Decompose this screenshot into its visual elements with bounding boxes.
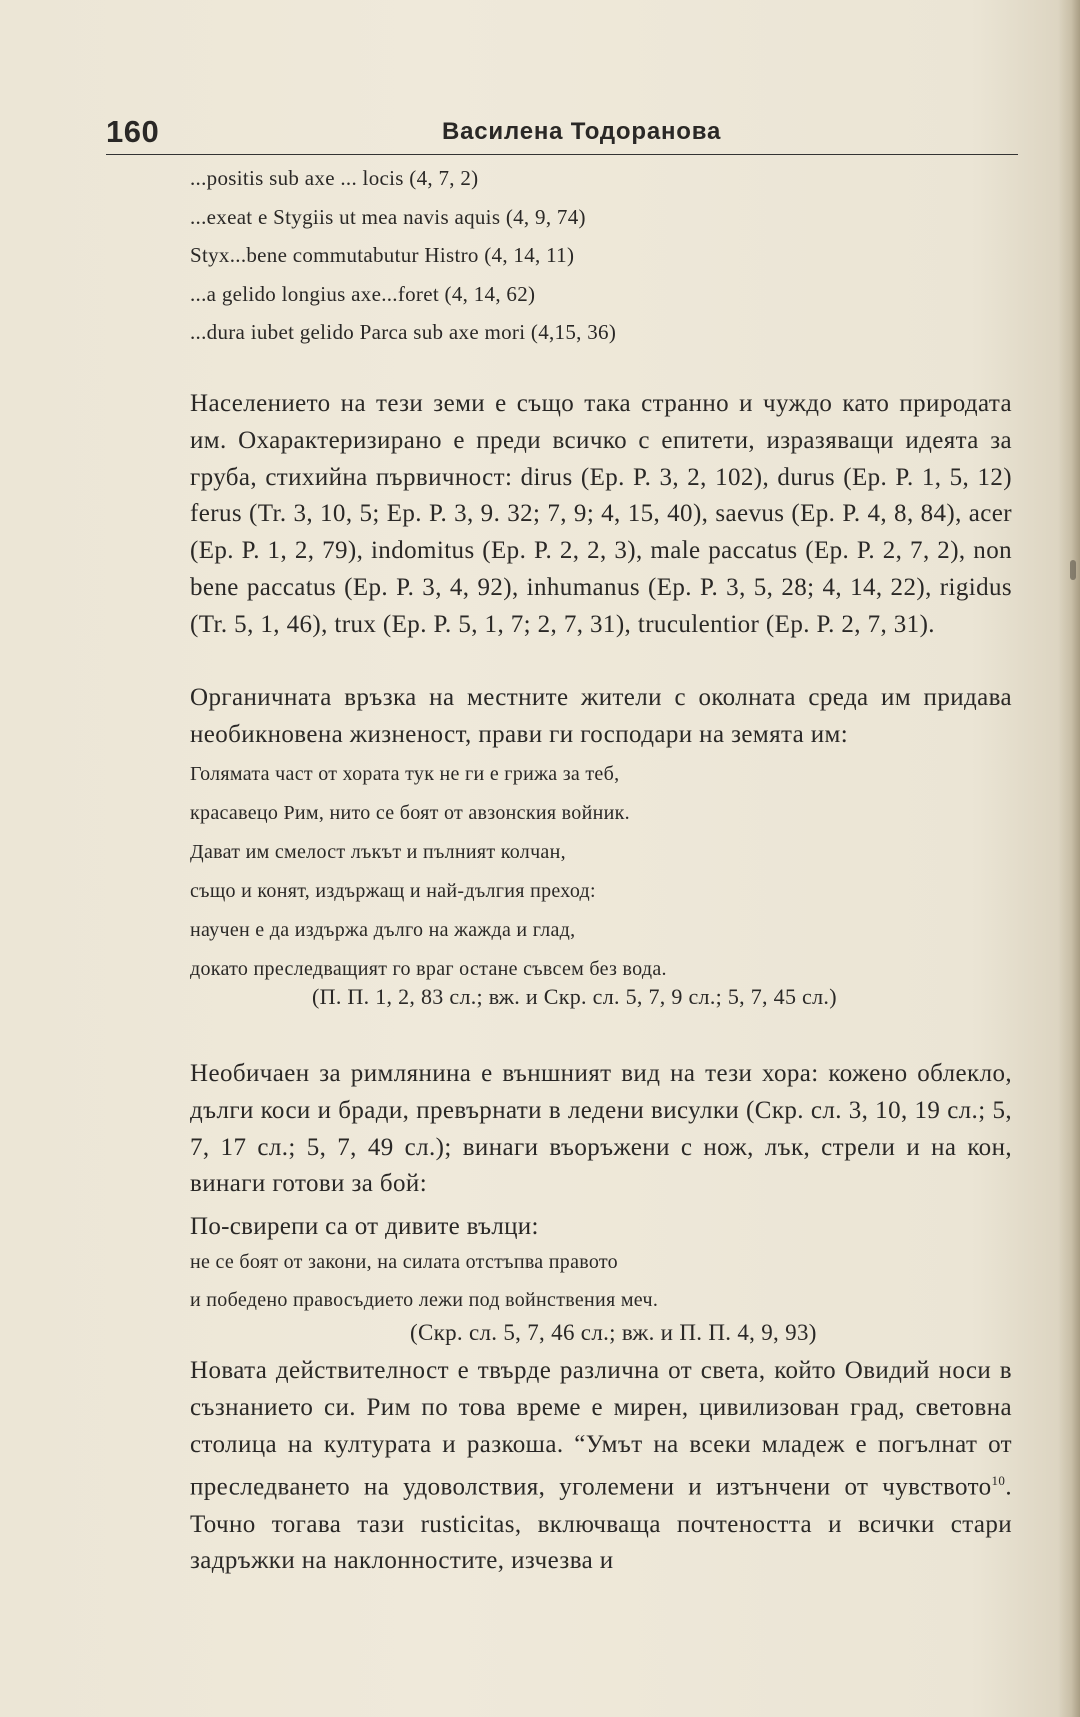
footnote-marker: 10: [991, 1473, 1006, 1489]
paragraph-3: Необичаен за римлянина е външният вид на тези хора: кожено облекло, дълги коси и бради, превърнати в ледени висулки (Скр. сл. 3, 10, 19 сл.; 5, 7, 17 сл.; 5, 7, 49 сл.); винаги въоръжени с нож, лък, стрели и на кон, винаги готови за бой:: [190, 1060, 1012, 1198]
poem-line: не се боят от закони, на силата отстъпва правото: [190, 1251, 618, 1273]
poem-citation-1: (П. П. 1, 2, 83 сл.; вж. и Скр. сл. 5, 7, 9 сл.; 5, 7, 45 сл.): [312, 984, 837, 1009]
latin-quote-line: ...a gelido longius axe...foret (4, 14, 62): [190, 281, 536, 306]
poem-line: докато преследващият го враг остане съвсем без вода.: [190, 958, 667, 980]
page-number: 160: [106, 114, 160, 149]
paragraph-1: Населението на тези земи е също така странно и чуждо като природата им. Охарактеризирано е преди всичко с епитети, изразяващи идеята за груба, стихийна първичност: dirus (Ep. P. 3, 2, 102), durus (Ep. P. 1, 5, 12) ferus (Tr. 3, 10, 5; Ep. P. 3, 9. 32; 7, 9; 4, 15, 40), saevus (Ep. P. 4, 8, 84), acer (Ep. P. 1, 2, 79), indomitus (Ep. P. 2, 2, 3), male paccatus (Ep. P. 2, 7, 2), non bene paccatus (Ep. P. 3, 4, 92), inhumanus (Ep. P. 3, 5, 28; 4, 14, 22), rigidus (Tr. 5, 1, 46), trux (Ep. P. 5, 1, 7; 2, 7, 31), truculentior (Ep. P. 2, 7, 31).: [190, 390, 1012, 638]
poem-line: също и конят, издържащ и най-дългия преход:: [190, 880, 596, 902]
poem-quote-1: [190, 763, 667, 997]
poem-line: научен е да издържа дълго на жажда и глад,: [190, 919, 576, 941]
poem-quote-2: [190, 1213, 658, 1327]
paragraph-4-text-end: . Точно тогава тази rusticitas, включваща почтеността и всички стари задръжки на наклонностите, изчезва и: [190, 1473, 1012, 1575]
paragraph-4: [190, 1353, 1012, 1580]
running-head: Василена Тодоранова: [442, 118, 722, 145]
poem-line: По-свирепи са от дивите вълци:: [190, 1213, 539, 1240]
poem-line: и победено правосъдието лежи под войнствения меч.: [190, 1289, 659, 1311]
latin-quote-line: ...exeat e Stygiis ut mea navis aquis (4, 9, 74): [190, 204, 586, 229]
latin-quote-line: ...dura iubet gelido Parca sub axe mori (4,15, 36): [190, 320, 617, 345]
latin-quote-line: ...positis sub axe ... locis (4, 7, 2): [190, 166, 479, 190]
paragraph-2: Органичната връзка на местните жители с околната среда им придава необикновена жизненост, прави ги господари на земята им:: [190, 684, 1012, 748]
poem-line: красавецо Рим, нито се боят от авзонския войник.: [190, 802, 630, 824]
latin-quote-line: Styx...bene commutabutur Histro (4, 14, 11): [190, 243, 575, 268]
latin-quotes: [190, 166, 616, 359]
page-mark: [1070, 560, 1076, 580]
poem-line: Голямата част от хората тук не ги е грижа за теб,: [190, 763, 620, 785]
paragraph-4-text: Новата действителност е твърде различна от света, който Овидий носи в съзнанието си. Рим по това време е мирен, цивилизован град, световна столица на културата и разкоша. “Умът на всеки младеж е погълнат от преследването на удоволствия, уголемени и изтънчени от чувството: [190, 1357, 1012, 1501]
poem-citation-2: (Скр. сл. 5, 7, 46 сл.; вж. и П. П. 4, 9, 93): [410, 1320, 817, 1345]
poem-line: Дават им смелост лъкът и пълният колчан,: [190, 841, 566, 863]
page-header: [106, 112, 1018, 155]
page-edge-shadow: [1058, 0, 1080, 1717]
